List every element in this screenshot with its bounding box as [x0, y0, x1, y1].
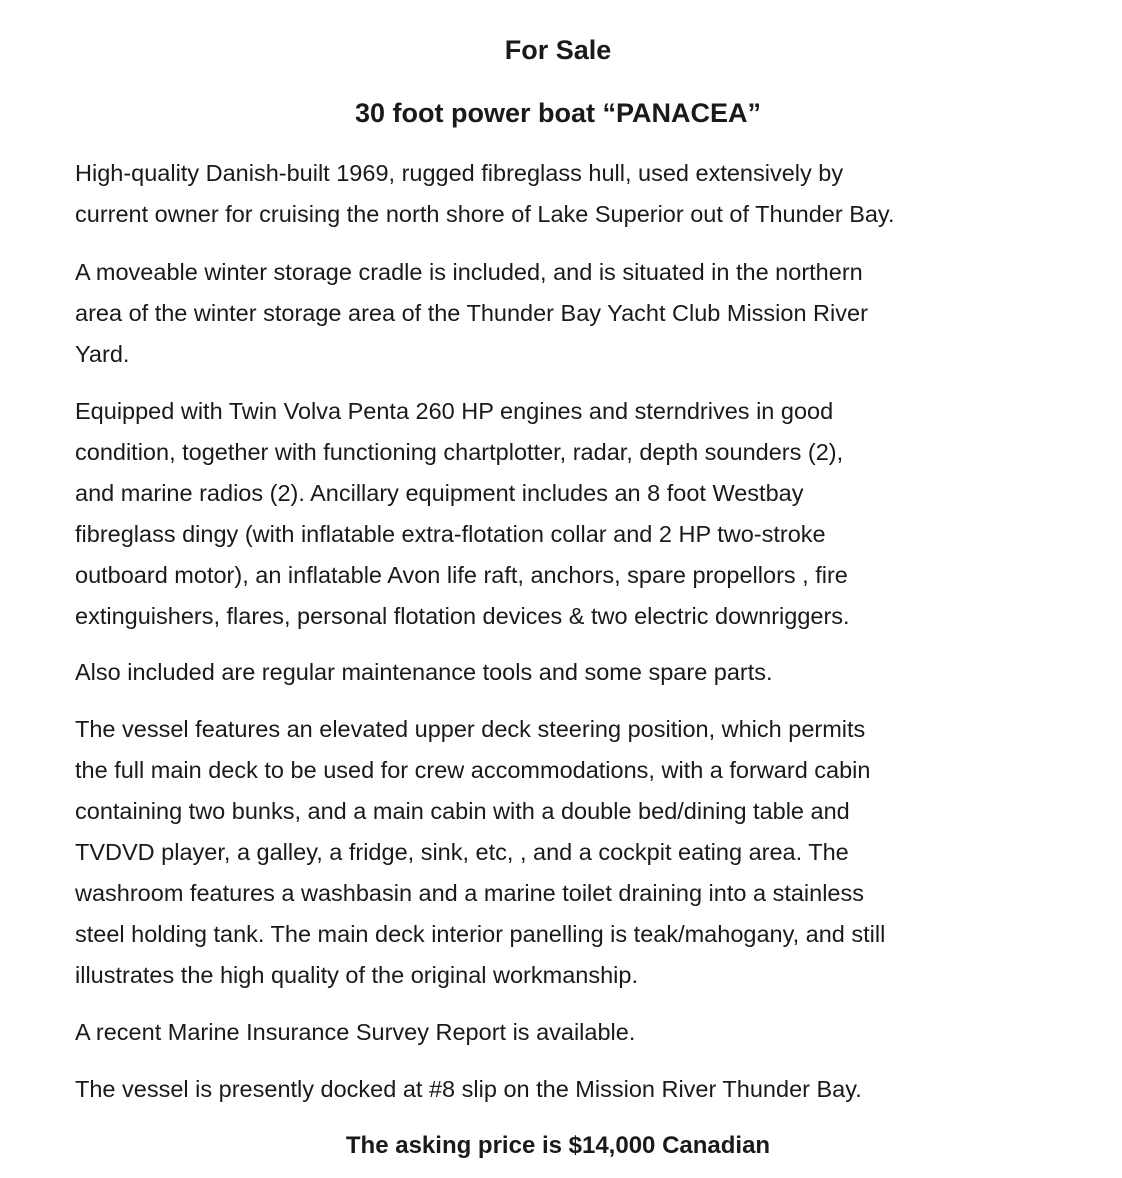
text-line: washroom features a washbasin and a marine toilet draining into a stainless — [75, 880, 864, 906]
text-line: The vessel features an elevated upper deck steering position, which permits — [75, 716, 866, 742]
text-line: The vessel is presently docked at #8 slip on the Mission River Thunder Bay. — [75, 1076, 862, 1102]
page-heading: For Sale — [504, 35, 612, 65]
text-line: Equipped with Twin Volva Penta 260 HP engines and sterndrives in good — [75, 398, 834, 424]
text-line: TVDVD player, a galley, a fridge, sink, etc, , and a cockpit eating area. The — [75, 839, 849, 865]
text-line: and marine radios (2). Ancillary equipment includes an 8 foot Westbay — [75, 480, 804, 506]
text-line: High-quality Danish-built 1969, rugged fibreglass hull, used extensively by — [75, 160, 844, 186]
text-line: current owner for cruising the north shore of Lake Superior out of Thunder Bay. — [75, 201, 895, 227]
text-line: Yard. — [75, 341, 130, 367]
text-line: A moveable winter storage cradle is included, and is situated in the northern — [75, 259, 863, 285]
asking-price: The asking price is $14,000 Canadian — [345, 1132, 771, 1159]
text-line: steel holding tank. The main deck interior panelling is teak/mahogany, and still — [75, 921, 886, 947]
text-line: A recent Marine Insurance Survey Report is available. — [75, 1019, 636, 1045]
text-line: outboard motor), an inflatable Avon life raft, anchors, spare propellors , fire — [75, 562, 848, 588]
text-line: fibreglass dingy (with inflatable extra-flotation collar and 2 HP two-stroke — [75, 521, 826, 547]
boat-title: 30 foot power boat “PANACEA” — [354, 98, 761, 128]
text-line: illustrates the high quality of the original workmanship. — [75, 962, 638, 988]
text-line: containing two bunks, and a main cabin with a double bed/dining table and — [75, 798, 850, 824]
text-line: area of the winter storage area of the Thunder Bay Yacht Club Mission River — [75, 300, 868, 326]
paragraph-hull — [75, 153, 1050, 235]
text-line: Also included are regular maintenance tools and some spare parts. — [75, 659, 773, 685]
paragraph-survey — [75, 1012, 1050, 1053]
paragraph-location — [75, 1069, 1050, 1110]
paragraph-equipment — [75, 391, 1050, 637]
text-line: condition, together with functioning chartplotter, radar, depth sounders (2), — [75, 439, 844, 465]
text-line: extinguishers, flares, personal flotation devices & two electric downriggers. — [75, 603, 850, 629]
paragraph-features — [75, 709, 1050, 996]
text-line: the full main deck to be used for crew accommodations, with a forward cabin — [75, 757, 871, 783]
paragraph-tools — [75, 652, 1050, 693]
paragraph-cradle — [75, 252, 1050, 375]
